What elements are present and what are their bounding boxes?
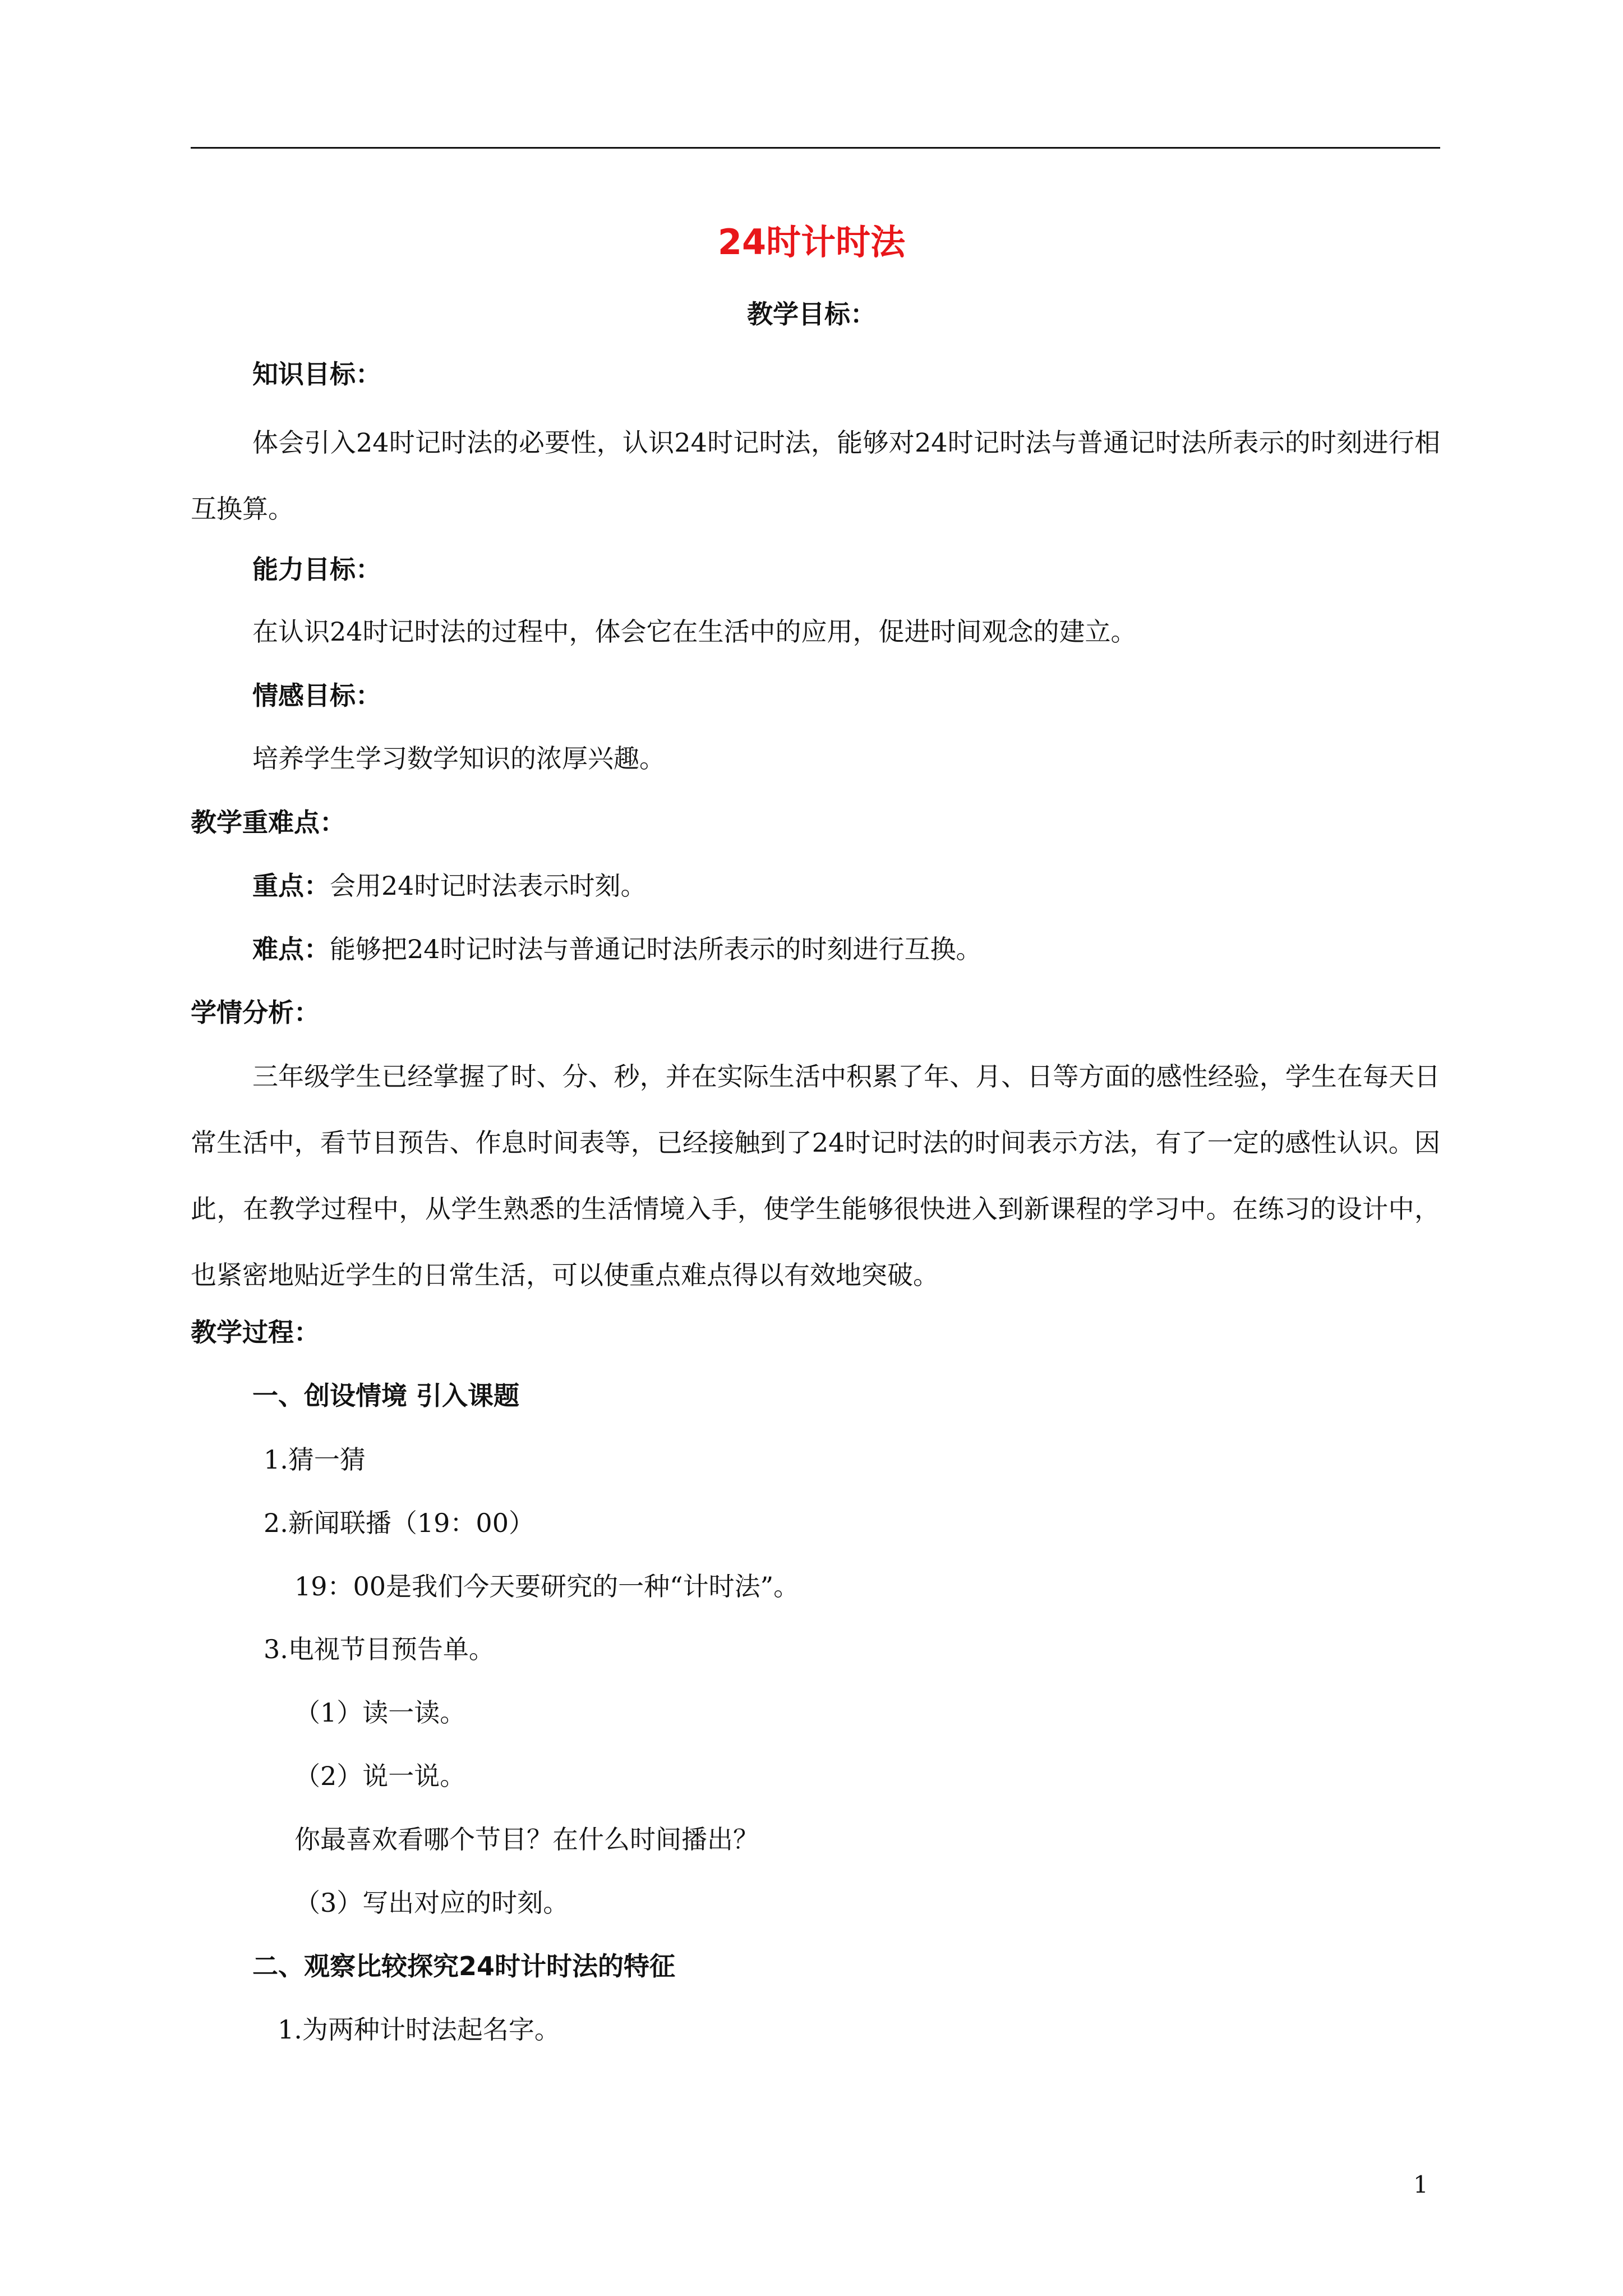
key-point-line xyxy=(252,869,647,903)
sub-item: （3）写出对应的时刻。 xyxy=(294,1888,569,1918)
difficult-point-line xyxy=(252,932,982,966)
document-title: 24时计时法 xyxy=(717,222,906,263)
list-item: 1.为两种计时法起名字。 xyxy=(278,2014,560,2045)
list-item: 2.新闻联播（19：00） xyxy=(264,1508,534,1538)
key-point-text: 会用24时记时法表示时刻。 xyxy=(330,871,647,901)
learner-analysis-heading: 学情分析： xyxy=(191,997,320,1028)
ability-goal-paragraph: 在认识24时记时法的过程中，体会它在生活中的应用，促进时间观念的建立。 xyxy=(252,616,1137,647)
ability-goal-heading: 能力目标： xyxy=(252,554,381,585)
key-difficult-heading: 教学重难点： xyxy=(191,807,345,838)
section-one-heading: 一、创设情境 引入课题 xyxy=(252,1381,520,1411)
sub-item: （1）读一读。 xyxy=(294,1697,466,1728)
sub-item-question: 你最喜欢看哪个节目？在什么时间播出？ xyxy=(294,1824,759,1855)
section-two-heading: 二、观察比较探究24时计时法的特征 xyxy=(252,1951,676,1981)
header-rule xyxy=(191,147,1440,149)
difficult-point-label: 难点： xyxy=(252,934,330,964)
key-point-label: 重点： xyxy=(252,871,330,901)
emotion-goal-paragraph: 培养学生学习数学知识的浓厚兴趣。 xyxy=(252,743,665,774)
teaching-process-heading: 教学过程： xyxy=(191,1317,320,1347)
teaching-goals-heading: 教学目标： xyxy=(747,299,876,329)
difficult-point-text: 能够把24时记时法与普通记时法所表示的时刻进行互换。 xyxy=(330,934,982,964)
emotion-goal-heading: 情感目标： xyxy=(252,680,381,711)
page-number: 1 xyxy=(1413,2171,1428,2198)
list-item-note: 19：00是我们今天要研究的一种“计时法”。 xyxy=(294,1571,800,1602)
list-item: 3.电视节目预告单。 xyxy=(264,1634,495,1664)
knowledge-goal-heading: 知识目标： xyxy=(252,359,381,389)
sub-item: （2）说一说。 xyxy=(294,1761,466,1791)
learner-analysis-paragraph: 三年级学生已经掌握了时、分、秒，并在实际生活中积累了年、月、日等方面的感性经验，学生在每天日常生活中，看节目预告、作息时间表等，已经接触到了24时记时法的时间表示方法，有了一定的感性认识。因此，在教学过程中，从学生熟悉的生活情境入手，使学生能够很快进入到新课程的学习中。在练习的设计中，也紧密地贴近学生的日常生活，可以使重点难点得以有效地突破。 xyxy=(191,1061,1440,1290)
list-item: 1.猜一猜 xyxy=(264,1444,366,1475)
knowledge-goal-paragraph: 体会引入24时记时法的必要性，认识24时记时法，能够对24时记时法与普通记时法所表示的时刻进行相互换算。 xyxy=(191,427,1440,524)
